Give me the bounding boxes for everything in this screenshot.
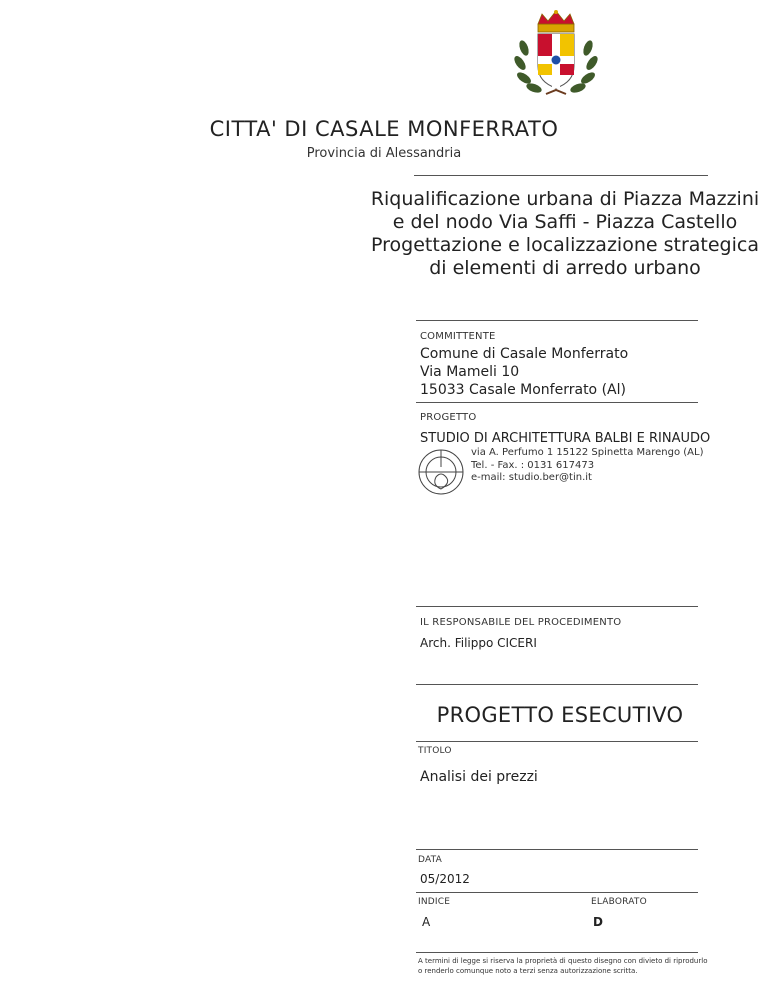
responsible-label: IL RESPONSABILE DEL PROCEDIMENTO xyxy=(420,617,622,628)
index-label: INDICE xyxy=(418,897,451,907)
project-title-line: e del nodo Via Saffi - Piazza Castello xyxy=(392,211,738,233)
designer-label: PROGETTO xyxy=(420,412,477,423)
section-divider xyxy=(416,952,698,953)
legal-notice: A termini di legge si riserva la proprietà di questo disegno con divieto di riprodurlo o renderlo comunque noto a terzi senza autorizzazione scritta. xyxy=(418,957,708,975)
date-value: 05/2012 xyxy=(420,872,470,886)
section-divider xyxy=(416,684,698,685)
project-title xyxy=(300,188,768,280)
client-name: Comune di Casale Monferrato xyxy=(420,346,629,362)
coat-of-arms-icon xyxy=(496,8,616,103)
document-title: Analisi dei prezzi xyxy=(420,769,538,785)
section-divider xyxy=(416,320,698,321)
studio-phone: Tel. - Fax. : 0131 617473 xyxy=(471,460,595,471)
drawing-label: ELABORATO xyxy=(591,897,647,907)
client-city: 15033 Casale Monferrato (Al) xyxy=(420,382,626,398)
project-title-line: Progettazione e localizzazione strategica xyxy=(371,234,759,256)
studio-name: STUDIO DI ARCHITETTURA BALBI E RINAUDO xyxy=(420,431,711,446)
section-divider xyxy=(416,402,698,403)
studio-email: e-mail: studio.ber@tin.it xyxy=(471,472,592,483)
section-divider xyxy=(416,849,698,850)
city-title: CITTA' DI CASALE MONFERRATO xyxy=(209,117,559,141)
project-title-line: Riqualificazione urbana di Piazza Mazzini xyxy=(370,188,760,210)
client-address: Via Mameli 10 xyxy=(420,364,520,380)
project-stage-title: PROGETTO ESECUTIVO xyxy=(436,703,684,727)
title-label: TITOLO xyxy=(418,746,452,756)
section-divider xyxy=(416,606,698,607)
studio-address: via A. Perfumo 1 15122 Spinetta Marengo (AL) xyxy=(471,447,704,458)
index-value: A xyxy=(422,915,431,929)
province-subtitle: Provincia di Alessandria xyxy=(306,146,462,161)
project-title-line: di elementi di arredo urbano xyxy=(429,257,701,279)
section-divider xyxy=(416,892,698,893)
responsible-name: Arch. Filippo CICERI xyxy=(420,636,537,650)
section-divider xyxy=(416,741,698,742)
client-label: COMMITTENTE xyxy=(420,331,496,342)
header-divider xyxy=(414,175,708,176)
studio-logo-icon xyxy=(416,447,466,497)
drawing-value: D xyxy=(593,915,603,929)
date-label: DATA xyxy=(418,855,442,865)
